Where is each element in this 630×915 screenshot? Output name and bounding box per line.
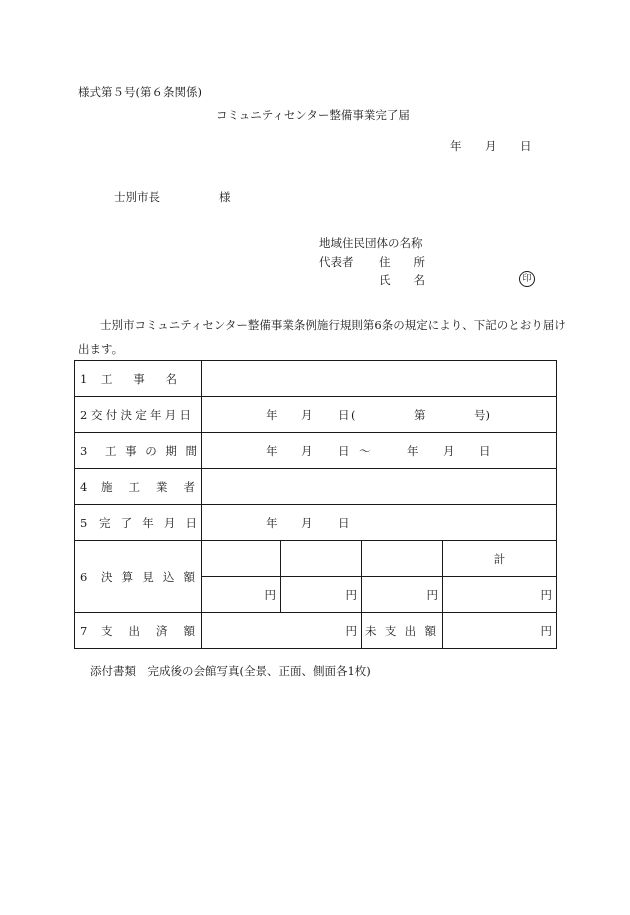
grant-decision-date-field[interactable]	[202, 397, 557, 433]
day-unit: 日	[338, 407, 350, 422]
table-row	[75, 433, 557, 469]
completion-date-field[interactable]	[202, 505, 557, 541]
row-number: 7	[80, 623, 88, 638]
row-label	[75, 469, 202, 505]
row-label	[75, 613, 202, 649]
expended-amount-cell[interactable]: 円	[202, 613, 362, 649]
row-label	[75, 505, 202, 541]
row-label	[75, 433, 202, 469]
report-table	[74, 360, 557, 649]
contractor-field[interactable]	[202, 469, 557, 505]
body-text: 士別市コミュニティセンター整備事業条例施行規則第6条の規定により、下記のとおり届け出ます。	[78, 318, 566, 356]
seal-mark: 印	[519, 271, 535, 287]
row-label-text: 工事の期間	[105, 443, 197, 458]
date-year-unit: 年	[450, 139, 462, 153]
day-unit: 日	[338, 443, 350, 458]
table-row	[75, 541, 557, 577]
period-separator: ～	[359, 443, 371, 458]
table-row	[75, 613, 557, 649]
name-label: 氏 名	[379, 273, 425, 287]
day-unit: 日	[479, 443, 491, 458]
month-unit: 月	[301, 515, 313, 530]
row-number: 3	[80, 443, 88, 458]
org-name-label: 地域住民団体の名称	[319, 236, 423, 250]
budget-item-header[interactable]	[362, 541, 443, 577]
addressee-name: 士別市長	[114, 190, 160, 204]
table-row	[75, 505, 557, 541]
form-number: 様式第５号(第６条関係)	[78, 85, 202, 99]
row-number: 2	[80, 407, 88, 422]
year-unit: 年	[266, 407, 278, 422]
month-unit: 月	[301, 407, 313, 422]
row-label	[75, 541, 202, 613]
unspent-amount-cell[interactable]: 円	[443, 613, 557, 649]
month-unit: 月	[301, 443, 313, 458]
row-number: 5	[80, 515, 88, 530]
row-label-text: 決算見込額	[101, 569, 195, 584]
row-label	[75, 361, 202, 397]
addressee-honorific: 様	[219, 190, 231, 204]
budget-total-cell[interactable]: 円	[443, 577, 557, 613]
date-month-unit: 月	[485, 139, 497, 153]
row-label-text: 工事名	[101, 371, 177, 386]
month-unit: 月	[443, 443, 455, 458]
dai-unit: 第	[414, 407, 426, 422]
year-unit: 年	[266, 443, 278, 458]
page-title: コミュニティセンター整備事業完了届	[216, 108, 410, 122]
total-header: 計	[443, 541, 557, 577]
year-unit: 年	[407, 443, 419, 458]
row-label-text: 完了年月日	[99, 515, 197, 530]
table-row	[75, 469, 557, 505]
row-number: 1	[80, 371, 88, 386]
row-number: 4	[80, 479, 88, 494]
representative-label: 代表者	[319, 255, 354, 269]
attachments-note: 添付書類 完成後の会館写真(全景、正面、側面各1枚)	[90, 664, 371, 678]
construction-name-field[interactable]	[202, 361, 557, 397]
row-label-text: 施工業者	[101, 479, 195, 494]
row-label-text: 交付決定年月日	[91, 407, 191, 422]
budget-amount-cell[interactable]: 円	[281, 577, 362, 613]
unspent-label-text: 未支出額	[365, 623, 436, 638]
address-label: 住 所	[379, 255, 425, 269]
budget-item-header[interactable]	[202, 541, 281, 577]
row-number: 6	[80, 569, 88, 584]
budget-amount-cell[interactable]: 円	[362, 577, 443, 613]
year-unit: 年	[266, 515, 278, 530]
paren-open: (	[351, 407, 356, 422]
table-row	[75, 361, 557, 397]
row-label	[75, 397, 202, 433]
day-unit: 日	[338, 515, 350, 530]
date-day-unit: 日	[520, 139, 532, 153]
budget-item-header[interactable]	[281, 541, 362, 577]
construction-period-field[interactable]	[202, 433, 557, 469]
gou-unit: 号)	[474, 407, 490, 422]
budget-amount-cell[interactable]: 円	[202, 577, 281, 613]
row-label-text: 支出済額	[101, 623, 195, 638]
unspent-label	[362, 613, 443, 649]
table-row	[75, 397, 557, 433]
